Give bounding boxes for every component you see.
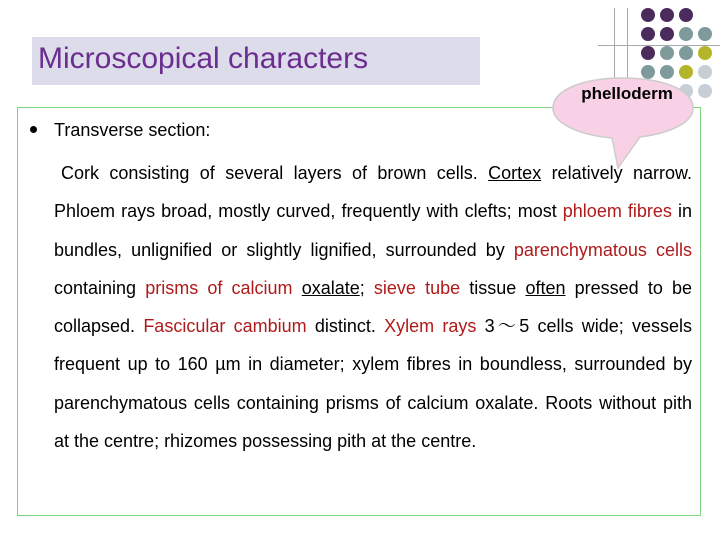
paragraph-text: relatively narrow. Phloem rays broad, mostly curved, frequently with clefts; most bbox=[54, 163, 692, 222]
decor-dot bbox=[679, 8, 693, 22]
underlined-term: Cortex bbox=[488, 163, 542, 183]
bullet-label: Transverse section: bbox=[54, 120, 211, 140]
highlighted-term: Fascicular cambium bbox=[143, 316, 307, 337]
paragraph-text: tissue bbox=[460, 277, 526, 298]
highlighted-term: Xylem rays bbox=[384, 316, 477, 337]
paragraph-text: in bundles, unlignified or slightly lignified, surrounded by bbox=[54, 201, 692, 260]
highlighted-term: phloem fibres bbox=[562, 201, 672, 222]
bullet-dot bbox=[30, 126, 37, 133]
underlined-term: often bbox=[525, 277, 566, 298]
decor-dot bbox=[641, 8, 655, 22]
paragraph-text: ; bbox=[359, 277, 374, 298]
highlighted-term: sieve tube bbox=[373, 277, 461, 298]
decor-dot bbox=[641, 46, 655, 60]
decor-dot bbox=[679, 46, 693, 60]
decor-dot bbox=[698, 46, 712, 60]
decor-dot bbox=[660, 27, 674, 41]
underlined-term: oxalate bbox=[301, 277, 360, 298]
decor-dot bbox=[660, 8, 674, 22]
paragraph-text: 3～5 cells wide; vessels frequent up to 160 µm in diameter; xylem fibres in boundless, surrounded by parenchymatous cells containing prisms of calcium oxalate. Roots without pith at the centre; rhizomes possessing pith at the centre. bbox=[54, 316, 693, 452]
paragraph-text bbox=[293, 278, 302, 298]
callout-label: phelloderm bbox=[581, 84, 673, 103]
paragraph-text: pressed to be collapsed. bbox=[54, 277, 692, 337]
highlighted-term: prisms of calcium bbox=[145, 277, 293, 298]
page-title: Microscopical characters bbox=[38, 42, 369, 75]
decor-dot bbox=[698, 65, 712, 79]
highlighted-term: parenchymatous cells bbox=[513, 239, 692, 260]
decor-dot bbox=[641, 27, 655, 41]
decor-dot bbox=[698, 27, 712, 41]
decor-dot bbox=[698, 84, 712, 98]
paragraph-text: containing bbox=[54, 277, 146, 298]
decor-dot bbox=[660, 46, 674, 60]
decor-dot bbox=[679, 27, 693, 41]
paragraph-text: Cork consisting of several layers of brown cells. bbox=[61, 163, 489, 183]
paragraph-text: distinct. bbox=[306, 316, 385, 337]
